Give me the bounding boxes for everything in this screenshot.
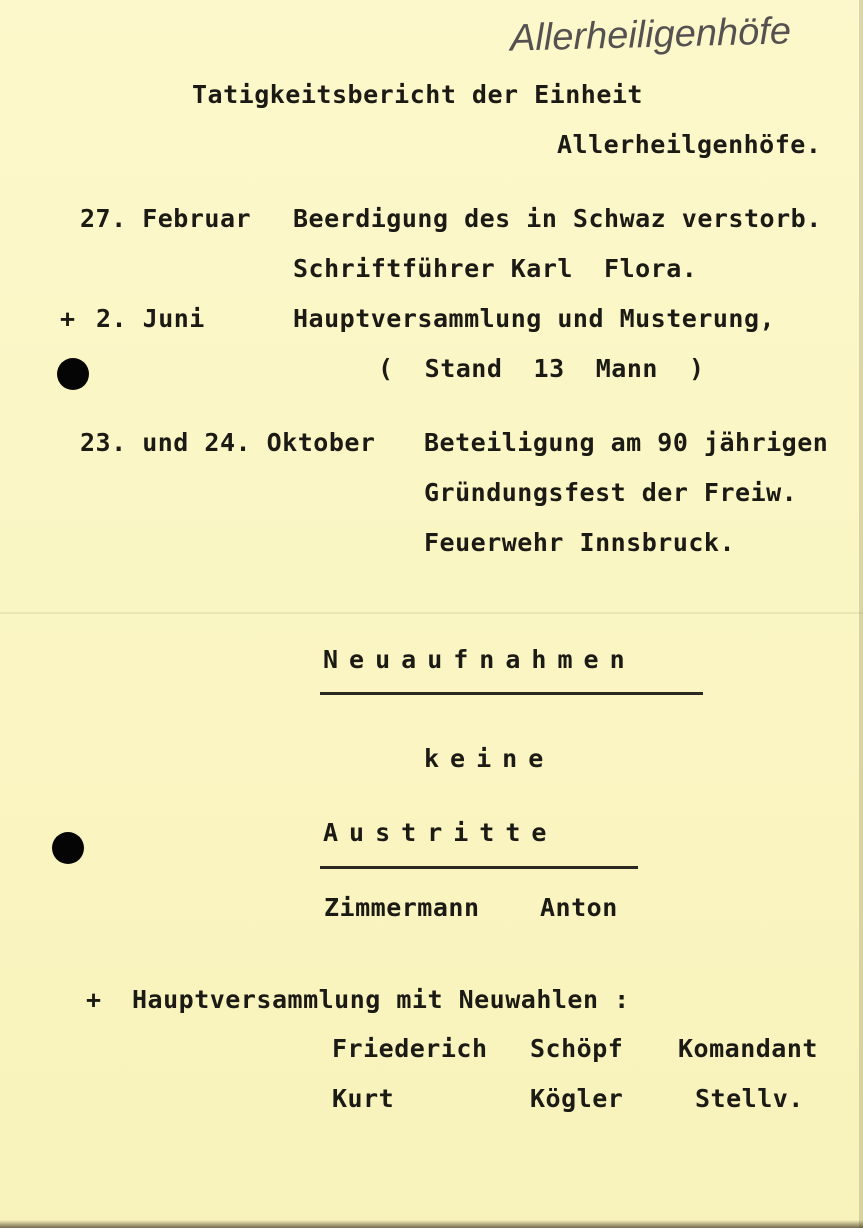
neuaufnahmen-heading: Neuaufnahmen: [323, 645, 636, 674]
austritte-heading: Austritte: [323, 818, 558, 847]
punch-hole: [52, 832, 84, 864]
member-role: Komandant: [678, 1034, 818, 1063]
entry-marker: +: [60, 304, 76, 333]
punch-hole: [57, 358, 89, 390]
member-first-name: Kurt: [332, 1084, 395, 1113]
entry-text: ( Stand 13 Mann ): [378, 354, 705, 383]
entry-date: 2. Juni: [96, 304, 205, 333]
heading-underline: [320, 692, 703, 695]
neuaufnahmen-value: keine: [424, 744, 555, 773]
wahlen-heading: Hauptversammlung mit Neuwahlen :: [132, 985, 630, 1014]
entry-text: Beteiligung am 90 jährigen: [424, 428, 829, 457]
entry-text: Schriftführer Karl Flora.: [293, 254, 698, 283]
unit-stamp: Allerheiligenhöfe: [509, 10, 792, 60]
wahlen-marker: +: [86, 985, 102, 1014]
member-last-name: Kögler: [530, 1084, 624, 1113]
entry-date: 23. und 24. Oktober: [80, 428, 376, 457]
paper-edge-bottom: [0, 1220, 863, 1228]
heading-underline: [320, 866, 638, 869]
entry-text: Beerdigung des in Schwaz verstorb.: [293, 204, 822, 233]
austritt-last-name: Anton: [540, 893, 618, 922]
austritt-first-name: Zimmermann: [324, 893, 480, 922]
member-last-name: Schöpf: [530, 1034, 624, 1063]
entry-text: Feuerwehr Innsbruck.: [424, 528, 736, 557]
entry-text: Hauptversammlung und Musterung,: [293, 304, 776, 333]
member-role: Stellv.: [695, 1084, 804, 1113]
paper-edge-right: [859, 0, 863, 1228]
title-line-2: Allerheilgenhöfe.: [557, 130, 822, 159]
entry-date: 27. Februar: [80, 204, 252, 233]
paper-fold: [0, 612, 863, 614]
entry-text: Gründungsfest der Freiw.: [424, 478, 798, 507]
title-line-1: Tatigkeitsbericht der Einheit: [192, 80, 643, 109]
member-first-name: Friederich: [332, 1034, 488, 1063]
